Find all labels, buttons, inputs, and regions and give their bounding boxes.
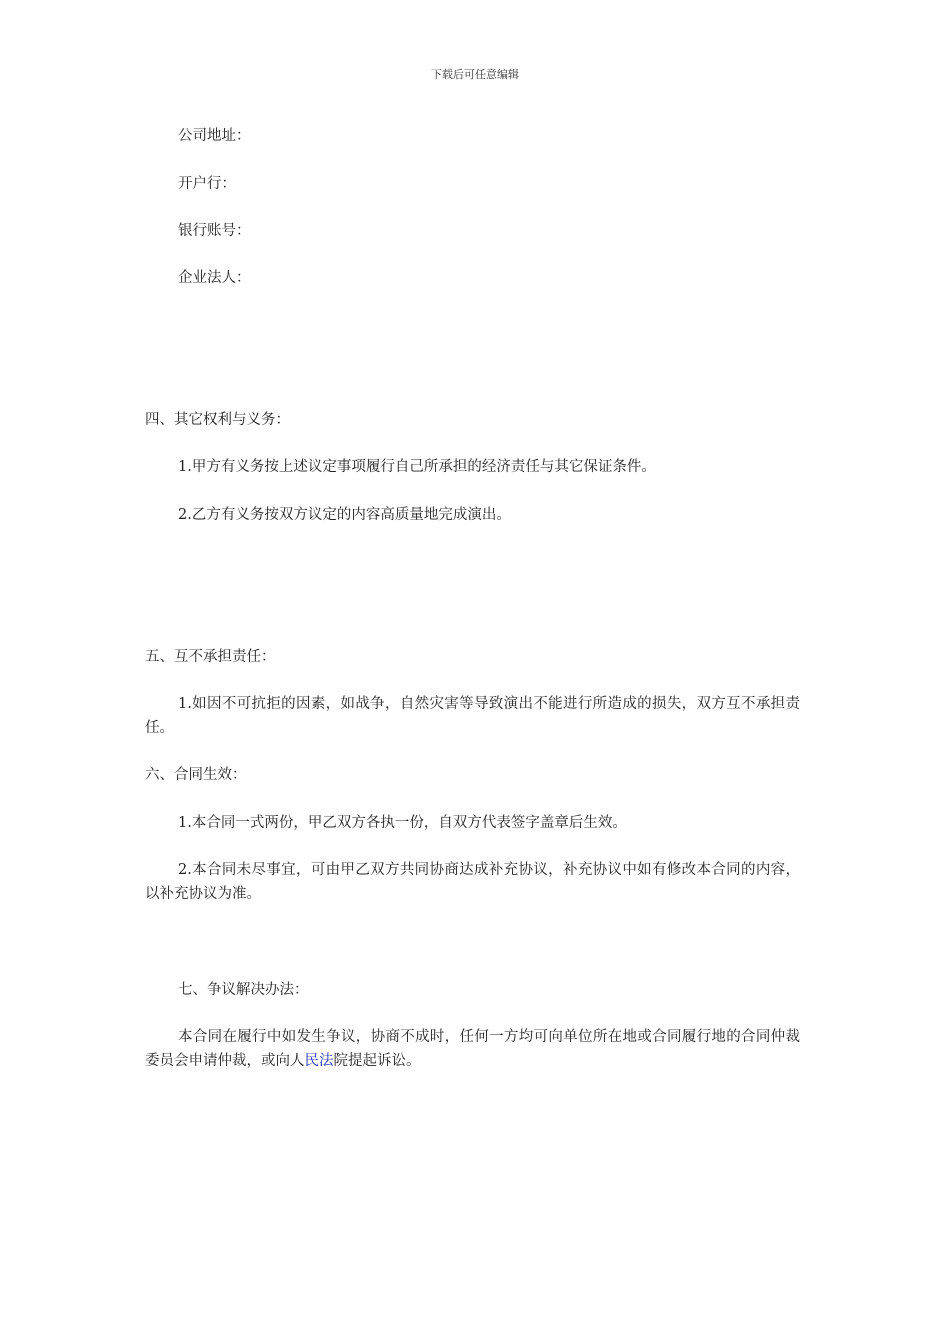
section-5-heading: 五、互不承担责任： — [145, 649, 276, 665]
section-7-text-before-link: 本合同在履行中如发生争议，协商不成时，任何一方均可向单位所在地或合同履行地的合同仲裁委员会申请仲裁，或向人 — [145, 1029, 800, 1069]
bank-account-label: 银行账号： — [178, 223, 251, 239]
legal-representative-label: 企业法人： — [178, 270, 251, 286]
section-5-item-1: 1.如因不可抗拒的因素，如战争，自然灾害等导致演出不能进行所造成的损失，双方互不承担责任。 — [145, 696, 800, 736]
section-4-item-1: 1.甲方有义务按上述议定事项履行自己所承担的经济责任与其它保证条件。 — [178, 459, 656, 475]
company-address-label: 公司地址： — [178, 128, 251, 144]
section-6-item-2: 2.本合同未尽事宜，可由甲乙双方共同协商达成补充协议，补充协议中如有修改本合同的内容，以补充协议为准。 — [145, 862, 800, 902]
section-4-heading: 四、其它权利与义务： — [145, 412, 290, 428]
section-4-item-2: 2.乙方有义务按双方议定的内容高质量地完成演出。 — [178, 507, 511, 523]
page-header-note: 下载后可任意编辑 — [431, 68, 519, 81]
civil-law-link[interactable]: 民法 — [304, 1053, 334, 1069]
section-6-heading: 六、合同生效： — [145, 767, 247, 783]
section-6-item-1: 1.本合同一式两份，甲乙双方各执一份，自双方代表签字盖章后生效。 — [178, 815, 627, 831]
section-7-paragraph — [145, 1025, 800, 1073]
bank-label: 开户行： — [178, 176, 236, 192]
section-7-heading: 七、争议解决办法： — [178, 982, 309, 998]
section-7-text-after-link: 院提起诉讼。 — [333, 1053, 421, 1069]
